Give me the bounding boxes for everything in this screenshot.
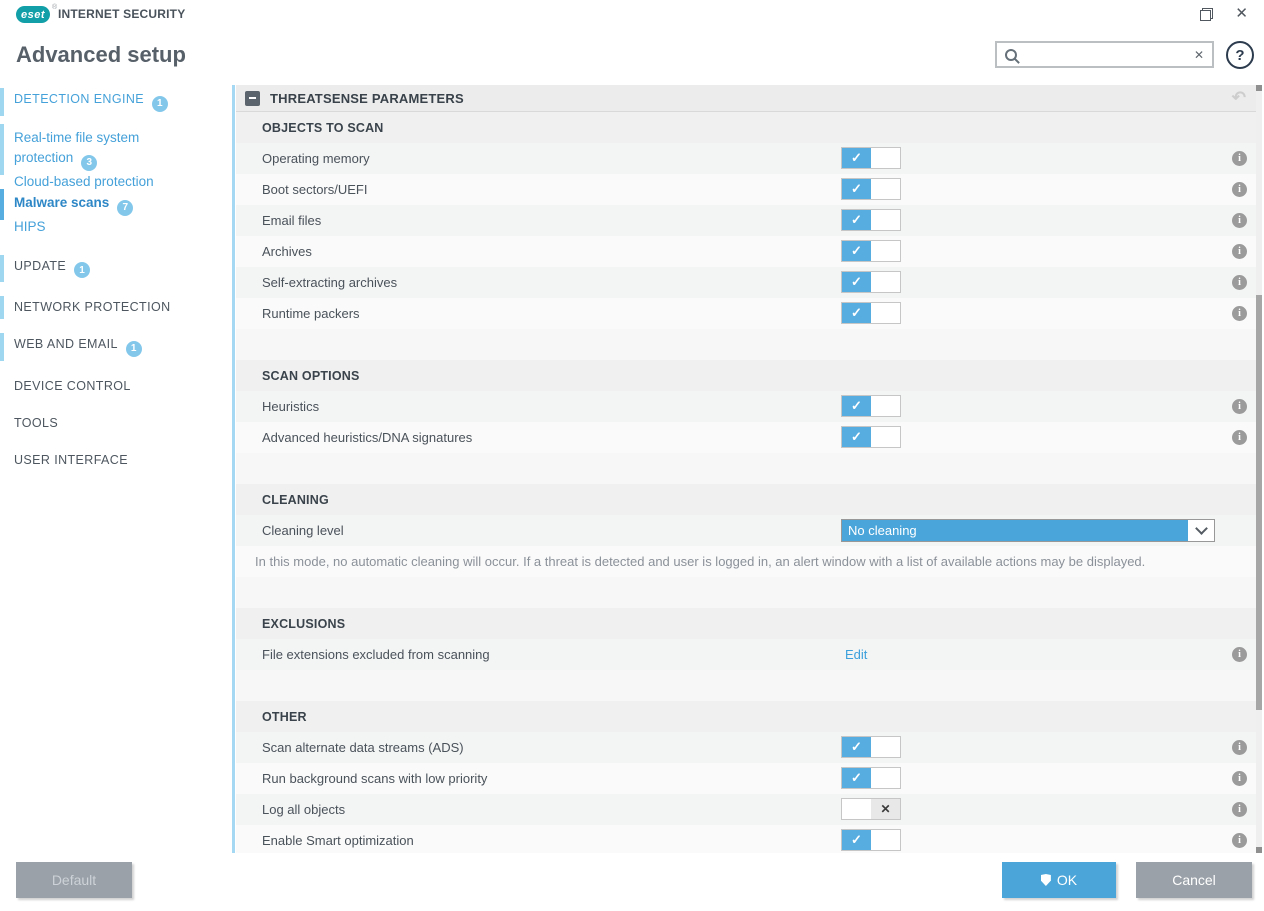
setting-label: Email files [262, 213, 322, 228]
info-icon[interactable]: i [1232, 647, 1247, 662]
section-exclusions [236, 608, 1256, 670]
check-icon: ✓ [842, 148, 871, 168]
edit-link[interactable]: Edit [845, 647, 868, 662]
x-icon [871, 303, 900, 323]
setting-label: Scan alternate data streams (ADS) [262, 740, 464, 755]
modified-section-bar [0, 296, 4, 319]
check-icon: ✓ [842, 737, 871, 757]
setting-row-operating-memory [236, 143, 1256, 174]
toggle-runtime-packers[interactable] [841, 302, 901, 324]
x-icon [871, 830, 900, 850]
modified-section-bar [0, 88, 4, 116]
setting-row-cleaning-level [236, 515, 1256, 546]
setting-label: Operating memory [262, 151, 370, 166]
section-title: CLEANING [262, 492, 329, 507]
x-icon [871, 179, 900, 199]
setting-label: Runtime packers [262, 306, 360, 321]
description-text: In this mode, no automatic cleaning will occur. If a threat is detected and user is logged in, an alert window with a list of available actions may be displayed. [255, 554, 1146, 569]
x-icon [871, 241, 900, 261]
change-count-badge: 1 [152, 96, 168, 112]
scrollbar-thumb[interactable] [1256, 295, 1262, 710]
info-icon[interactable]: i [1232, 275, 1247, 290]
sidebar-item-tools[interactable] [0, 416, 233, 431]
setting-row-heuristics [236, 391, 1256, 422]
section-title: OBJECTS TO SCAN [262, 120, 384, 135]
x-icon [871, 427, 900, 447]
check-icon: ✓ [842, 830, 871, 850]
sidebar-item-hips[interactable] [0, 217, 189, 237]
info-icon[interactable]: i [1232, 740, 1247, 755]
info-icon[interactable]: i [1232, 802, 1247, 817]
sidebar-item-real-time-file-system-protection[interactable] [0, 128, 189, 171]
x-icon [871, 768, 900, 788]
sidebar-item-label: Cloud-based protection [14, 173, 154, 189]
check-icon: ✓ [842, 179, 871, 199]
setting-label: Cleaning level [262, 523, 344, 538]
toggle-boot-sectors-uefi[interactable] [841, 178, 901, 200]
sidebar-item-label: NETWORK PROTECTION [14, 300, 171, 314]
toggle-self-extracting-archives[interactable] [841, 271, 901, 293]
scrollbar-top-cap [1256, 85, 1262, 91]
help-button[interactable] [1226, 41, 1254, 69]
info-icon[interactable]: i [1232, 306, 1247, 321]
sidebar-item-label: USER INTERFACE [14, 452, 128, 467]
setting-label: Log all objects [262, 802, 346, 817]
toggle-archives[interactable] [841, 240, 901, 262]
close-window-icon[interactable]: ✕ [1235, 5, 1248, 22]
section-objects-to-scan [236, 112, 1256, 329]
question-mark-icon: ? [1235, 46, 1245, 64]
cancel-button-label: Cancel [1172, 872, 1216, 888]
check-icon [842, 799, 871, 819]
setting-row-log-all-objects [236, 794, 1256, 825]
section-header [236, 484, 1256, 515]
setting-row-boot-sectors-uefi [236, 174, 1256, 205]
toggle-operating-memory[interactable] [841, 147, 901, 169]
description-row [236, 546, 1256, 577]
ok-button-label: OK [1056, 872, 1078, 888]
info-icon[interactable]: i [1232, 771, 1247, 786]
setting-label: Run background scans with low priority [262, 771, 488, 786]
x-icon [871, 210, 900, 230]
setting-label: File extensions excluded from scanning [262, 647, 490, 662]
x-icon [871, 737, 900, 757]
toggle-email-files[interactable] [841, 209, 901, 231]
registered-mark: ® [52, 4, 58, 11]
section-header [236, 112, 1256, 143]
toggle-scan-alternate-data-streams-ads[interactable] [841, 736, 901, 758]
sidebar-item-label: DEVICE CONTROL [14, 378, 131, 393]
section-header [236, 360, 1256, 391]
sidebar-item-device-control[interactable] [0, 379, 233, 394]
modified-section-bar [0, 255, 4, 283]
setting-row-runtime-packers [236, 298, 1256, 329]
threatsense-parameters-title: THREATSENSE PARAMETERS [270, 90, 464, 106]
sidebar-item-network-protection[interactable] [0, 300, 233, 315]
modified-section-bar [0, 124, 4, 175]
setting-row-self-extracting-archives [236, 267, 1256, 298]
sidebar-item-label: UPDATE [14, 258, 67, 273]
scrollbar[interactable] [1256, 85, 1262, 853]
sidebar-item-update[interactable] [0, 259, 233, 279]
toggle-enable-smart-optimization[interactable] [841, 829, 901, 851]
search-icon [1005, 49, 1017, 61]
setting-label: Heuristics [262, 399, 320, 414]
ok-button[interactable] [1002, 862, 1116, 898]
check-icon: ✓ [842, 241, 871, 261]
x-icon [871, 396, 900, 416]
eset-logo: eset [16, 6, 50, 23]
toggle-advanced-heuristics-dna-signatures[interactable] [841, 426, 901, 448]
setting-label: Advanced heuristics/DNA signatures [262, 430, 473, 445]
check-icon: ✓ [842, 210, 871, 230]
section-title: SCAN OPTIONS [262, 368, 360, 383]
section-cleaning [236, 484, 1256, 577]
threatsense-parameters-header[interactable] [236, 85, 1256, 112]
check-icon: ✓ [842, 396, 871, 416]
info-icon[interactable]: i [1232, 833, 1247, 848]
setting-row-scan-alternate-data-streams-ads [236, 732, 1256, 763]
sidebar-item-label: Real-time file system protection [14, 129, 140, 165]
titlebar [0, 0, 1264, 28]
sidebar-item-label: DETECTION ENGINE [14, 92, 145, 106]
info-icon[interactable]: i [1232, 399, 1247, 414]
setting-row-advanced-heuristics-dna-signatures [236, 422, 1256, 453]
cleaning-level-select[interactable] [841, 519, 1215, 542]
setting-row-archives [236, 236, 1256, 267]
default-button-label: Default [51, 872, 97, 888]
info-icon[interactable]: i [1232, 213, 1247, 228]
sidebar-item-detection-engine[interactable] [0, 92, 233, 112]
modified-section-bar [0, 189, 4, 220]
setting-row-file-extensions-excluded-from-scanning [236, 639, 1256, 670]
sidebar-item-cloud-based-protection[interactable] [0, 172, 189, 192]
x-icon [871, 148, 900, 168]
page-title: Advanced setup [16, 42, 186, 67]
sidebar-item-label: HIPS [14, 218, 46, 234]
restore-icon-front-square [1200, 10, 1211, 21]
setting-row-run-background-scans-with-low-priority [236, 763, 1256, 794]
modified-section-bar [0, 333, 4, 361]
cancel-button[interactable] [1136, 862, 1252, 898]
footer-bar [0, 853, 1264, 911]
info-icon[interactable]: i [1232, 151, 1247, 166]
change-count-badge: 1 [74, 262, 90, 278]
sidebar-item-label: Malware scans [14, 194, 110, 210]
search-box[interactable] [995, 41, 1214, 68]
setting-label: Enable Smart optimization [262, 833, 414, 848]
change-count-badge: 3 [81, 155, 97, 171]
toggle-log-all-objects[interactable] [841, 798, 901, 820]
x-icon: ✕ [871, 799, 900, 819]
info-icon[interactable]: i [1232, 244, 1247, 259]
collapse-section-icon[interactable] [245, 91, 260, 106]
chevron-down-icon [1188, 520, 1214, 541]
check-icon: ✓ [842, 303, 871, 323]
info-icon[interactable]: i [1232, 182, 1247, 197]
change-count-badge: 1 [126, 341, 142, 357]
uac-shield-icon [1041, 874, 1051, 886]
restore-window-icon[interactable] [1200, 8, 1213, 21]
brand-name: INTERNET SECURITY [58, 7, 186, 21]
setting-row-enable-smart-optimization [236, 825, 1256, 853]
section-title: EXCLUSIONS [262, 616, 346, 631]
change-count-badge: 7 [117, 200, 133, 216]
sidebar-item-label: TOOLS [14, 415, 59, 430]
clear-search-icon[interactable]: ✕ [1193, 47, 1204, 62]
setting-label: Self-extracting archives [262, 275, 398, 290]
section-header [236, 701, 1256, 732]
toggle-run-background-scans-with-low-priority[interactable] [841, 767, 901, 789]
sidebar-item-malware-scans[interactable] [0, 193, 189, 216]
info-icon[interactable]: i [1232, 430, 1247, 445]
section-other [236, 701, 1256, 853]
section-title: OTHER [262, 709, 307, 724]
x-icon [871, 272, 900, 292]
settings-panel [236, 85, 1256, 853]
toggle-heuristics[interactable] [841, 395, 901, 417]
settings-sections [236, 112, 1256, 853]
search-input[interactable] [1017, 47, 1194, 62]
setting-row-email-files [236, 205, 1256, 236]
undo-icon[interactable]: ↶ [1231, 88, 1246, 107]
sidebar-content-divider [232, 85, 235, 853]
check-icon: ✓ [842, 768, 871, 788]
select-selected-value: No cleaning [842, 520, 1188, 541]
minus-glyph [249, 97, 256, 99]
section-scan-options [236, 360, 1256, 453]
check-icon: ✓ [842, 272, 871, 292]
sidebar-nav [0, 85, 233, 853]
setting-label: Boot sectors/UEFI [262, 182, 368, 197]
check-icon: ✓ [842, 427, 871, 447]
sidebar-item-label: WEB AND EMAIL [14, 337, 118, 351]
sidebar-item-user-interface[interactable] [0, 453, 233, 468]
section-header [236, 608, 1256, 639]
sidebar-item-web-and-email[interactable] [0, 337, 233, 357]
default-button[interactable] [16, 862, 132, 898]
setting-label: Archives [262, 244, 312, 259]
